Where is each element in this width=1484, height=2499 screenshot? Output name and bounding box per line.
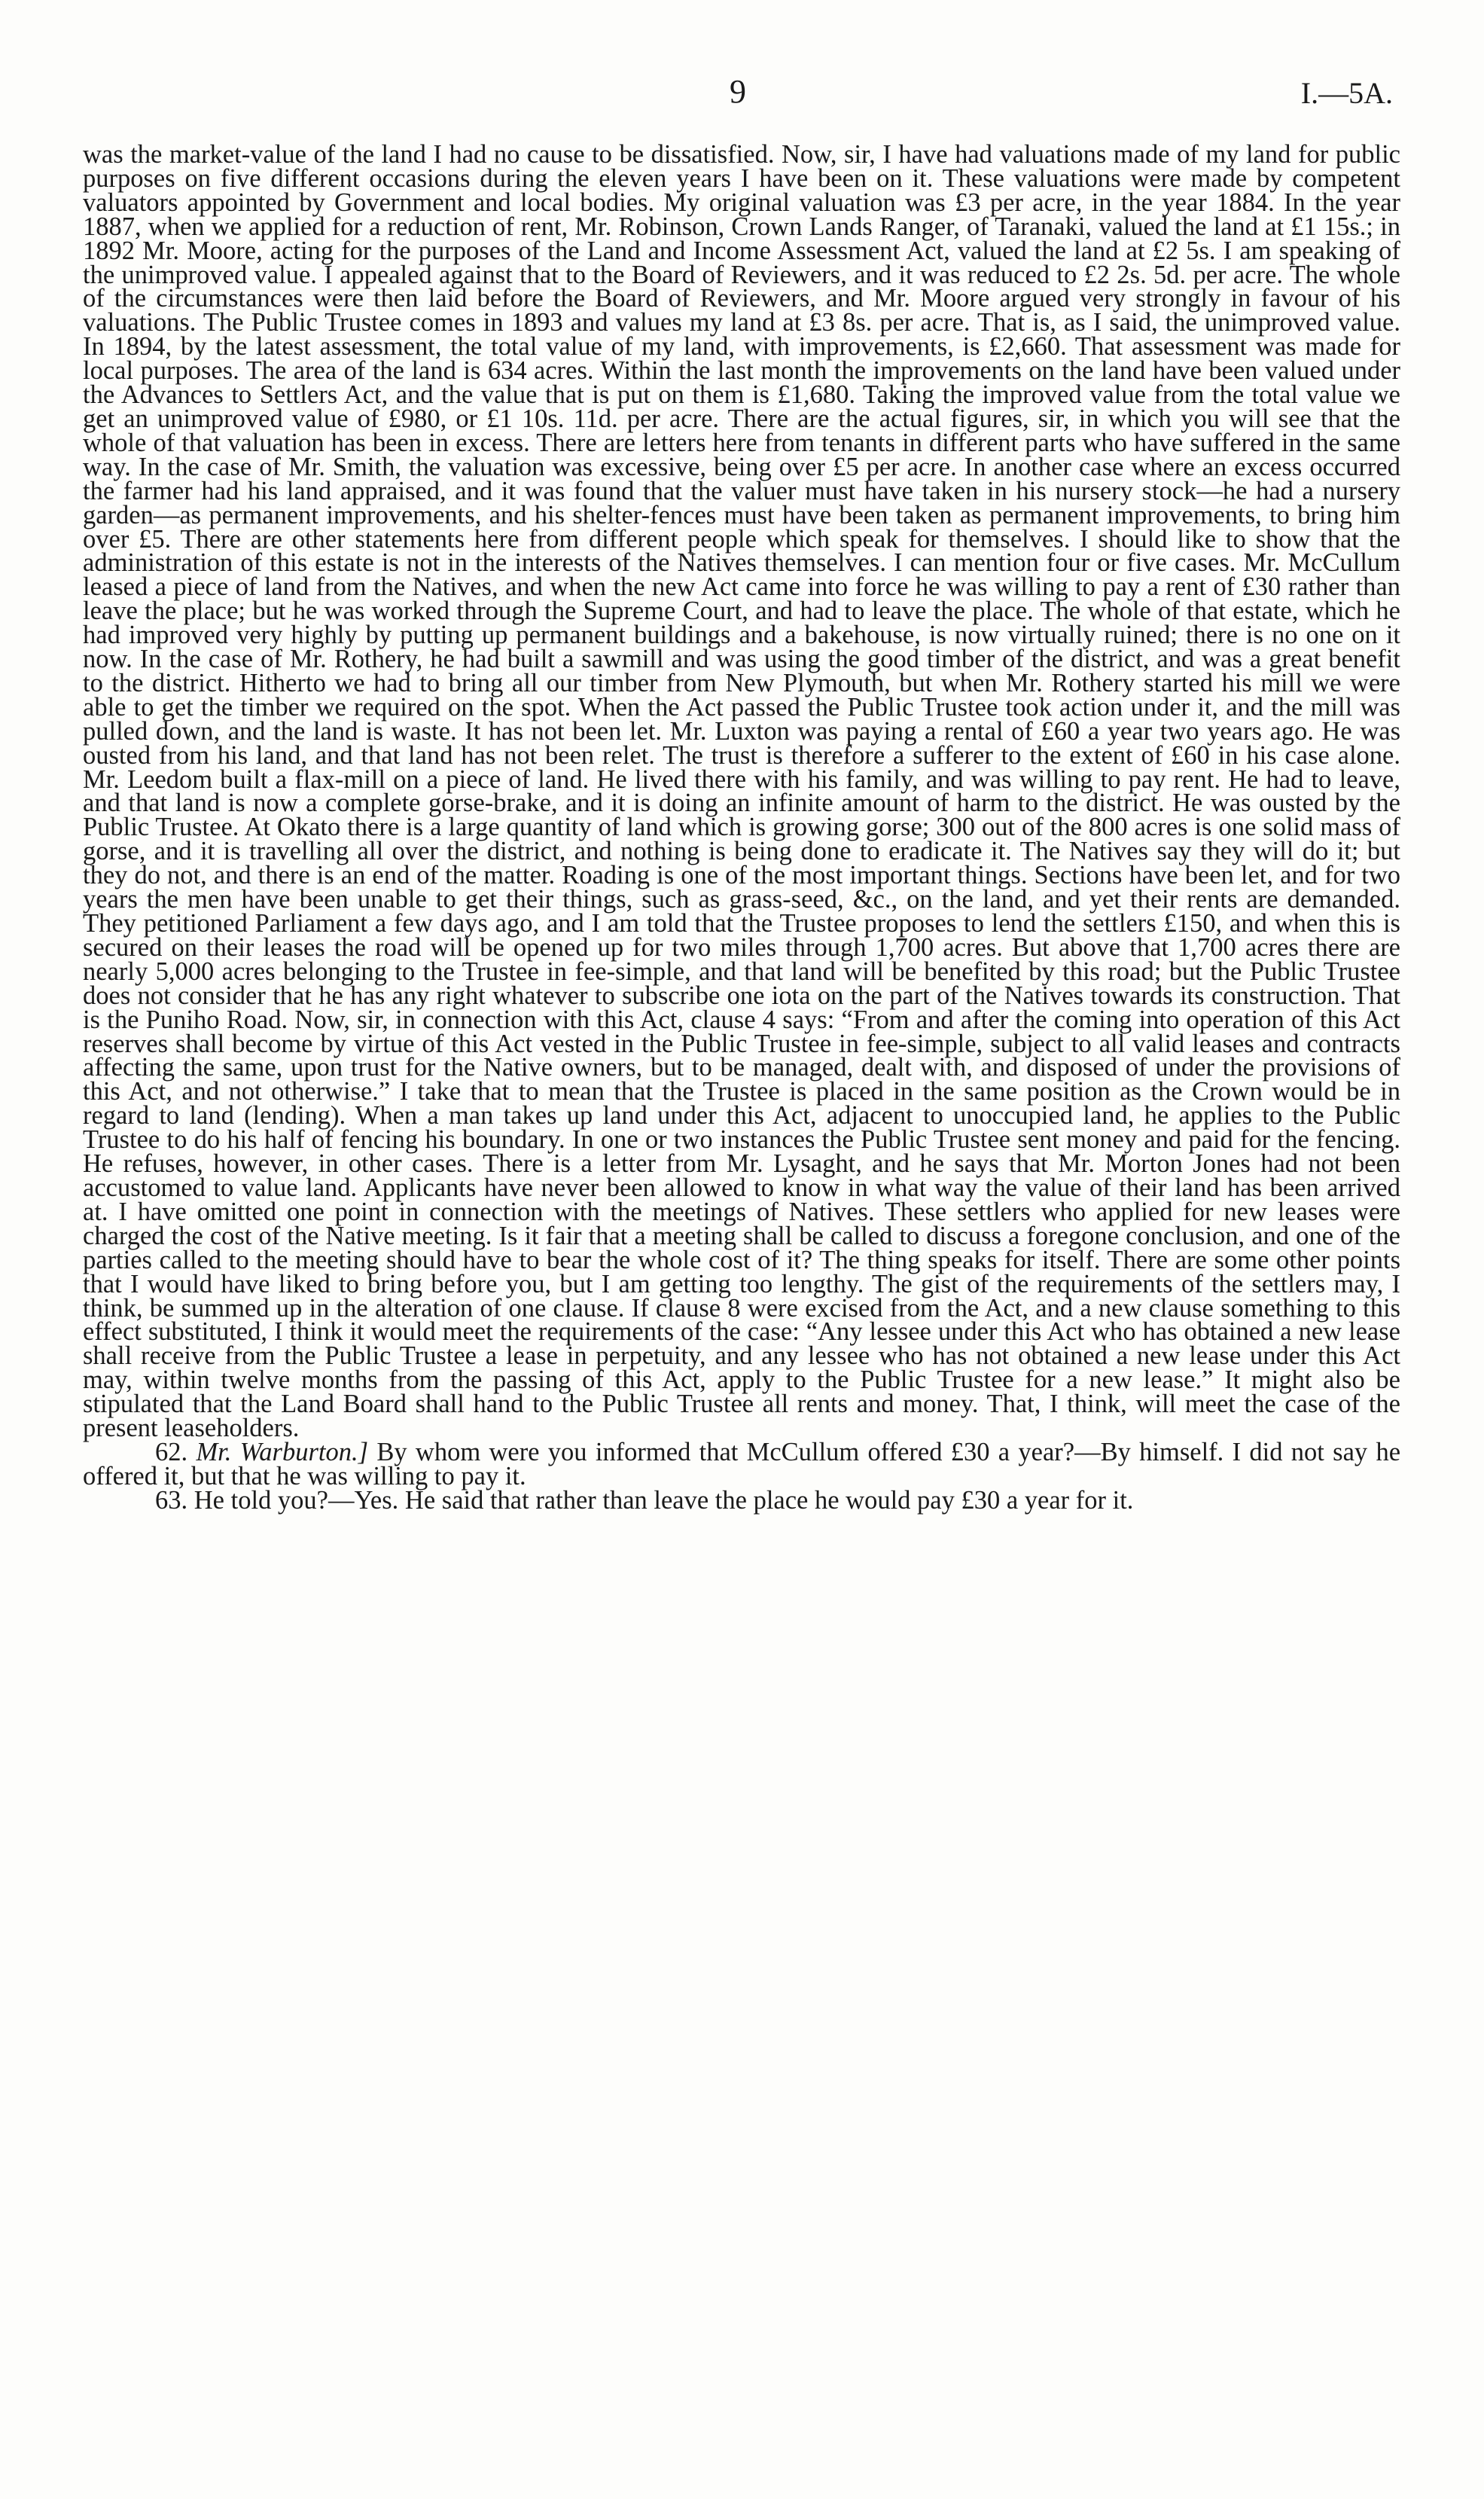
question-63 — [83, 1485, 1400, 1515]
page-number: 9 — [730, 73, 746, 110]
body-text — [83, 140, 1401, 1515]
question-number: 62. — [155, 1437, 188, 1466]
page-header — [83, 72, 1393, 117]
question-number: 63. — [155, 1485, 188, 1515]
question-text: By whom were you informed that McCullum offered £30 a year?—By himself. I did not say he offered it, but that he was willing to pay it. — [83, 1437, 1401, 1491]
report-reference: I.—5A. — [1300, 76, 1393, 110]
question-text: He told you?—Yes. He said that rather than leave the place he would pay £30 a year for it. — [193, 1485, 1134, 1515]
questioner-name: Mr. Warburton.] — [196, 1437, 369, 1466]
question-62 — [83, 1437, 1401, 1491]
evidence-paragraph: was the market-value of the land I had no cause to be dissatisfied. Now, sir, I have had valuations made of my land for public purposes on five different occasions during the eleven years I have been on it. These valuations were made by competent valuators appointed by Government and local bodies. My original valuation was £3 per acre, in the year 1884. In the year 1887, when we applied for a reduction of rent, Mr. Robinson, Crown Lands Ranger, of Taranaki, valued the land at £1 15s.; in 1892 Mr. Moore, acting for the purposes of the Land and Income Assessment Act, valued the land at £2 5s. I am speaking of the unimproved value. I appealed against that to the Board of Reviewers, and it was reduced to £2 2s. 5d. per acre. The whole of the circumstances were then laid before the Board of Reviewers, and Mr. Moore argued very strongly in favour of his valuations. The Public Trustee comes in 1893 and values my land at £3 8s. per acre. That is, as I said, the unimproved value. In 1894, by the latest assessment, the total value of my land, with improvements, is £2,660. That assessment was made for local purposes. The area of the land is 634 acres. Within the last month the improvements on the land have been valued under the Advances to Settlers Act, and the value that is put on them is £1,680. Taking the improved value from the total value we get an unimproved value of £980, or £1 10s. 11d. per acre. There are the actual figures, sir, in which you will see that the whole of that valuation has been in excess. There are letters here from tenants in different parts who have suffered in the same way. In the case of Mr. Smith, the valuation was excessive, being over £5 per acre. In another case where an excess occurred the farmer had his land appraised, and it was found that the valuer must have taken in his nursery stock—he had a nursery garden—as permanent improvements, and his shelter-fences must have been taken as permanent improvements, to bring him over £5. There are other statements here from different people which speak for themselves. I should like to show that the administration of this estate is not in the interests of the Natives themselves. I can mention four or five cases. Mr. McCullum leased a piece of land from the Natives, and when the new Act came into force he was willing to pay a rent of £30 rather than leave the place; but he was worked through the Supreme Court, and had to leave the place. The whole of that estate, which he had improved very highly by putting up permanent buildings and a bakehouse, is now virtually ruined; there is no one on it now. In the case of Mr. Rothery, he had built a sawmill and was using the good timber of the district, and was a great benefit to the district. Hitherto we had to bring all our timber from New Plymouth, but when Mr. Rothery started his mill we were able to get the timber we required on the spot. When the Act passed the Public Trustee took action under it, and the mill was pulled down, and the land is waste. It has not been let. Mr. Luxton was paying a rental of £60 a year two years ago. He was ousted from his land, and that land has not been relet. The trust is therefore a sufferer to the extent of £60 in his case alone. Mr. Leedom built a flax-mill on a piece of land. He lived there with his family, and was willing to pay rent. He had to leave, and that land is now a complete gorse-brake, and it is doing an infinite amount of harm to the district. He was ousted by the Public Trustee. At Okato there is a large quantity of land which is growing gorse; 300 out of the 800 acres is one solid mass of gorse, and it is travelling all over the district, and nothing is being done to eradicate it. The Natives say they will do it; but they do not, and there is an end of the matter. Roading is one of the most important things. Sections have been let, and for two years the men have been unable to get their things, such as grass-seed, &c., on the land, and yet their rents are demanded. They petitioned Parliament a few days ago, and I am told that the Trustee proposes to lend the settlers £150, and when this is secured on their leases the road will be opened up for two miles through 1,700 acres. But above that 1,700 acres there are nearly 5,000 acres belonging to the Trustee in fee-simple, and that land will be benefited by this road; but the Public Trustee does not consider that he has any right whatever to subscribe one iota on the part of the Natives towards its construction. That is the Puniho Road. Now, sir, in connection with this Act, clause 4 says: “From and after the coming into operation of this Act reserves shall become by virtue of this Act vested in the Public Trustee in fee-simple, subject to all valid leases and contracts affecting the same, upon trust for the Native owners, but to be managed, dealt with, and disposed of under the provisions of this Act, and not otherwise.” I take that to mean that the Trustee is placed in the same position as the Crown would be in regard to land (lending). When a man takes up land under this Act, adjacent to unoccupied land, he applies to the Public Trustee to do his half of fencing his boundary. In one or two instances the Public Trustee sent money and paid for the fencing. He refuses, however, in other cases. There is a letter from Mr. Lysaght, and he says that Mr. Morton Jones had not been accustomed to value land. Applicants have never been allowed to know in what way the value of their land has been arrived at. I have omitted one point in connection with the meetings of Natives. These settlers who applied for new leases were charged the cost of the Native meeting. Is it fair that a meeting shall be called to discuss a foregone conclusion, and one of the parties called to the meeting should have to bear the whole cost of it? The thing speaks for itself. There are some other points that I would have liked to bring before you, but I am getting too lengthy. The gist of the requirements of the settlers may, I think, be summed up in the alteration of one clause. If clause 8 were excised from the Act, and a new clause something to this effect substituted, I think it would meet the requirements of the case: “Any lessee under this Act who has obtained a new lease shall receive from the Public Trustee a lease in perpetuity, and any lessee who has not obtained a new lease under this Act may, within twelve months from the passing of this Act, apply to the Public Trustee for a new lease.” It might also be stipulated that the Land Board shall hand to the Public Trustee all rents and money. That, I think, will meet the case of the present leaseholders. — [83, 140, 1400, 1443]
